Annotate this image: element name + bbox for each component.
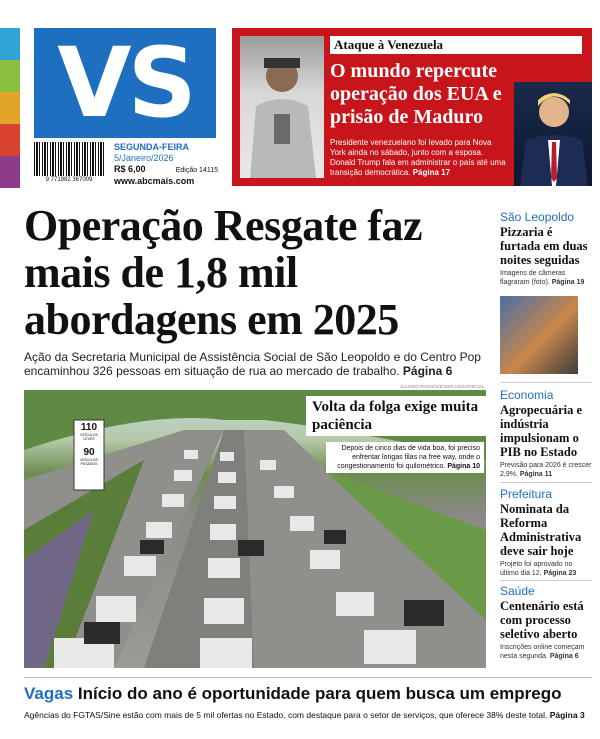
photo-credit: JULIANO PASSOS/ENGPLUS/ESPECIAL [400, 384, 485, 389]
barcode [34, 142, 104, 186]
sidebar-item-sao-leopoldo[interactable] [500, 210, 592, 287]
speed-sign-110: 110 VEÍCULOS LEVES 90 VEÍCULOS PESADOS [80, 422, 98, 466]
color-strip [0, 28, 20, 188]
section-label: São Leopoldo [500, 210, 575, 224]
person-photo-icon [514, 82, 592, 186]
top-story-tag: Ataque à Venezuela [330, 36, 582, 54]
vagas-text: Agências do FGTAS/Sine estão com mais de 5 mil ofertas no Estado, com destaque para o setor de serviços, que oferece 38% deste total. Página 3 [24, 710, 585, 720]
sidebar-item-prefeitura[interactable] [500, 487, 592, 578]
main-deck-page: Página 6 [402, 364, 453, 378]
vagas-page: Página 3 [549, 710, 585, 720]
main-deck: Ação da Secretaria Municipal de Assistência Social de São Leopoldo e do Centro Pop encaminhou 326 pessoas em situação de rua ao mercado de trabalho. Página 6 [24, 350, 481, 378]
person-photo-icon [240, 36, 324, 178]
section-text: Previsão para 2026 é crescer 2,9%. Página 11 [500, 462, 592, 478]
main-headline[interactable]: Operação Resgate faz mais de 1,8 mil abordagens em 2025 [24, 201, 423, 344]
divider [24, 677, 592, 678]
photo-page: Página 10 [447, 463, 480, 470]
section-title[interactable]: Nominata da Reforma Administrativa deve sair hoje [500, 502, 582, 558]
divider [500, 382, 592, 383]
issue-date: 5/Janeiro/2026 [114, 153, 174, 163]
issue-edition: Edição 14115 [175, 167, 218, 174]
photo-title-box[interactable] [306, 396, 488, 436]
vs-logo[interactable] [34, 28, 216, 138]
maduro-photo [240, 36, 324, 178]
sidebar-item-saude[interactable] [500, 584, 592, 661]
top-story-text: Presidente venezuelano foi levado para Nova York ainda no sábado, junto com a esposa. Donald Trump fala em administrar o país até uma transição democrática. Página 17 [330, 138, 506, 177]
section-label: Prefeitura [500, 487, 553, 501]
section-text: Imagens de câmeras flagraram (foto). Página 19 [500, 270, 585, 286]
divider [500, 580, 592, 581]
top-story[interactable] [232, 28, 592, 186]
masthead-meta [114, 142, 218, 187]
logo-text: VS [57, 27, 193, 139]
section-text: Projeto foi aprovado no último dia 12. Página 23 [500, 561, 577, 577]
top-story-title[interactable]: O mundo repercute operação dos EUA e prisão de Maduro [330, 60, 502, 128]
section-label: Economia [500, 388, 554, 402]
divider [500, 482, 592, 483]
section-title[interactable]: Pizzaria é furtada em duas noites seguidas [500, 225, 588, 267]
issue-day: SEGUNDA-FEIRA [114, 142, 190, 152]
barcode-number: 9 771982 367009 [45, 177, 93, 183]
photo-caption: Depois de cinco dias de vida boa, foi preciso enfrentar longas filas na free way, onde o congestionamento foi quilométrico. Página 10 [326, 442, 484, 473]
photo-title[interactable]: Volta da folga exige muita paciência [312, 399, 479, 433]
trump-photo [514, 82, 592, 186]
vagas-headline[interactable] [24, 684, 592, 704]
top-story-page: Página 17 [412, 168, 451, 177]
section-title[interactable]: Centenário está com processo seletivo aberto [500, 599, 584, 641]
section-text: Inscrições online começam nesta segunda. Página 6 [500, 644, 585, 660]
vagas-title[interactable]: Início do ano é oportunidade para quem busca um emprego [77, 684, 562, 703]
site-link[interactable]: www.abcmais.com [114, 176, 195, 186]
issue-price: R$ 6,00 [114, 164, 146, 174]
section-title[interactable]: Agropecuária e indústria impulsionam o PIB no Estado [500, 403, 583, 459]
sidebar-item-economia[interactable] [500, 388, 592, 479]
pizzaria-photo [500, 296, 578, 374]
vagas-label: Vagas [24, 684, 74, 703]
section-label: Saúde [500, 584, 535, 598]
